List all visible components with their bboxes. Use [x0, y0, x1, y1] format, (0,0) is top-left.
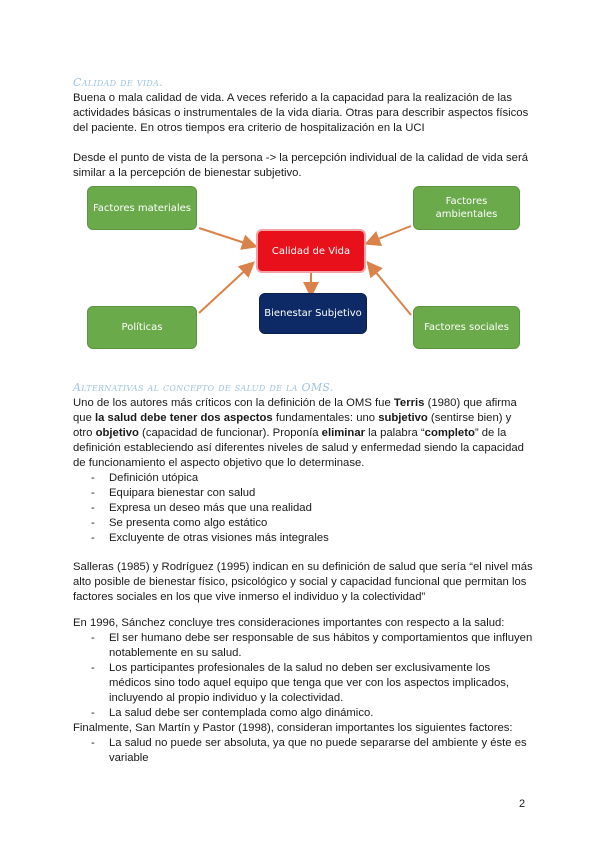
- objetivo-bold: objetivo: [95, 427, 139, 439]
- eliminar-bold: eliminar: [321, 427, 365, 439]
- completo-bold: completo: [424, 427, 475, 439]
- arrow-sociales: [369, 264, 411, 315]
- section-heading-alternativas: Alternativas al concepto de salud de la OMS.: [73, 381, 334, 394]
- list-item: - Expresa un deseo más que una realidad: [73, 501, 533, 516]
- section-heading-calidad: Calidad de vida.: [73, 76, 163, 89]
- list-item: - El ser humano debe ser responsable de sus hábitos y comportamientos que influyen notablemente en su salud.: [73, 631, 533, 661]
- terris-text-part: la palabra “: [365, 427, 425, 439]
- terris-text: [73, 396, 533, 471]
- sanchez-paragraph: [73, 616, 533, 766]
- salleras-paragraph: [73, 560, 533, 605]
- page-number: 2: [519, 798, 526, 810]
- salleras-text: Salleras (1985) y Rodríguez (1995) indican en su definición de salud que sería “el nivel más alto posible de bienestar físico, psicológico y social y capacidad funcional que permitan los factores sociales en los que vive inmerso el individuo y la colectividad”: [73, 561, 533, 603]
- arrow-ambientales: [368, 226, 411, 243]
- sanmartin-text: Finalmente, San Martín y Pastor (1998), consideran importantes los siguientes factores:: [73, 722, 513, 734]
- list-item: - Equipara bienestar con salud: [73, 486, 533, 501]
- terris-text-part: Uno de los autores más críticos con la definición de la OMS fue: [73, 397, 394, 409]
- terris-text-part: (capacidad de funcionar). Proponía: [138, 427, 322, 439]
- list-item: - La salud no puede ser absoluta, ya que no puede separarse del ambiente y éste es variable: [73, 736, 533, 766]
- arrow-materiales: [199, 228, 254, 246]
- box-calidad-de-vida: Calidad de Vida: [256, 229, 366, 273]
- terris-text-part: fundamentales: uno: [272, 412, 379, 424]
- terris-text-part: ” de la definición estableciendo así diferentes niveles de salud y enfermedad siendo la capacidad de funcionamiento el aspecto objetivo que lo determinase.: [73, 427, 524, 469]
- box-factores-sociales: Factores sociales: [413, 306, 520, 349]
- list-item: - Definición utópica: [73, 471, 533, 486]
- critica-list: [73, 471, 533, 546]
- arrow-politicas: [199, 264, 252, 313]
- sanchez-list: [73, 631, 533, 721]
- box-politicas: Políticas: [87, 306, 197, 349]
- box-bienestar-subjetivo: Bienestar Subjetivo: [259, 293, 367, 334]
- sanmartin-list: [73, 736, 533, 766]
- subjetivo-bold: subjetivo: [378, 412, 428, 424]
- terris-paragraph: [73, 396, 533, 546]
- terris-text-part: (sentirse bien) y otro: [73, 412, 512, 439]
- box-factores-materiales: Factores materiales: [87, 186, 197, 230]
- persona-text: Desde el punto de vista de la persona -> la percepción individual de la calidad de vida será similar a la percepción de bienestar subjetivo.: [73, 152, 528, 179]
- list-item: - La salud debe ser contemplada como algo dinámico.: [73, 706, 533, 721]
- box-factores-ambientales: Factores ambientales: [413, 186, 520, 230]
- list-item: - Los participantes profesionales de la salud no deben ser exclusivamente los médicos sino todo aquel equipo que tenga que ver con los aspectos implicados, incluyendo al propio individuo y la colectividad.: [73, 661, 533, 706]
- terris-text-part: (1980) que afirma que: [73, 397, 517, 424]
- sanchez-text: En 1996, Sánchez concluye tres consideraciones importantes con respecto a la salud:: [73, 617, 505, 629]
- list-item: - Excluyente de otras visiones más integrales: [73, 531, 533, 546]
- calidad-definition: Buena o mala calidad de vida. A veces referido a la capacidad para la realización de las actividades básicas o instrumentales de la vida diaria. Otras para describir aspectos físicos del paciente. En otros tiempos era criterio de hospitalización en la UCI: [73, 92, 529, 134]
- list-item: - Se presenta como algo estático: [73, 516, 533, 531]
- salud-aspectos-bold: la salud debe tener dos aspectos: [95, 412, 273, 424]
- terris-name: Terris: [393, 397, 425, 409]
